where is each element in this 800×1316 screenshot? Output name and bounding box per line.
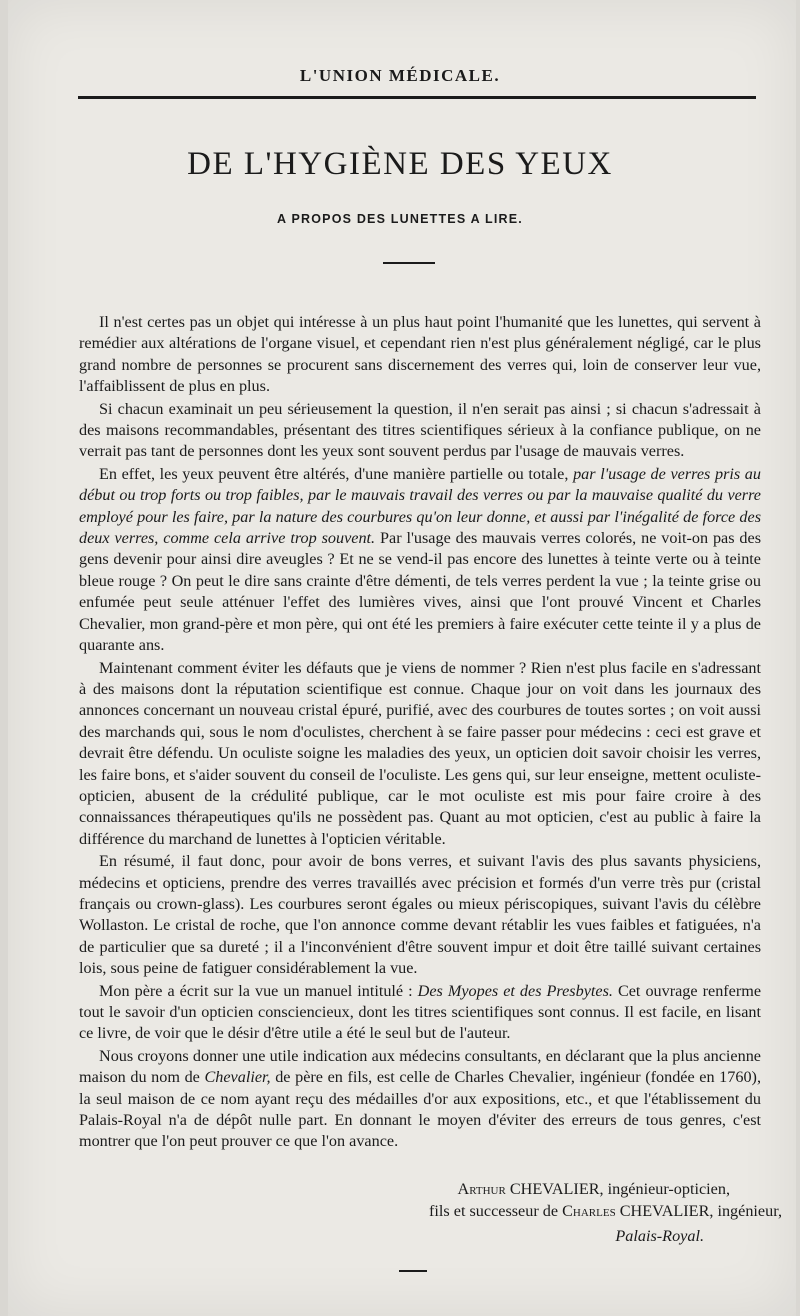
successor-prefix: fils et successeur de (429, 1202, 559, 1220)
paragraph-text: Maintenant comment éviter les défauts que je viens de nommer ? Rien n'est plus facile en s'adressant à des maisons dont la réputation scientifique est connue. Chaque jour on voit dans les journaux des annonces concernant un nouveau cristal épuré, purifié, avec des courbures de toutes sortes ; on voit aussi des marchands qui, sous le nom d'oculistes, cherchent à se faire passer pour médecins : ceci est grave et devrait être défendu. Un oculiste soigne les maladies des yeux, un opticien doit savoir choisir les verres, les faire bons, et s'aider souvent du conseil de l'oculiste. Les gens qui, sur leur enseigne, mettent oculiste-opticien, abusent de la crédulité publique, car le mot oculiste est mis pour faire croire à des connaissances thérapeutiques qu'ils ne possèdent pas. Quant au mot opticien, c'est au public à faire la différence du marchand de lunettes à l'opticien véritable. (79, 658, 761, 848)
paragraph (79, 981, 761, 1045)
author-name: Arthur CHEVALIER, (457, 1180, 604, 1198)
emphasis-text: Chevalier, (204, 1068, 271, 1087)
paragraph-text: Si chacun examinait un peu sérieusement la question, il n'en serait pas ainsi ; si chacun s'adressait à des maisons recommandables, présentant des titres scientifiques sérieux à la confiance publique, on ne verrait pas tant de personnes dont les yeux sont souvent perdus par l'usage de mauvais verres. (79, 399, 761, 461)
article-title: DE L'HYGIÈNE DES YEUX (187, 146, 613, 182)
paragraph (79, 1046, 761, 1153)
signature-line-3 (615, 1227, 704, 1246)
father-name: Charles CHEVALIER, (562, 1202, 714, 1220)
signature-line-2 (429, 1202, 782, 1221)
signature-line-1 (458, 1180, 730, 1199)
paragraph-text: Mon père a écrit sur la vue un manuel intitulé : (99, 981, 413, 1000)
paragraph-text: Nous croyons donner une utile indication aux médecins consultants, en déclarant que la plus ancienne maison du nom de (79, 1046, 761, 1087)
header-rule (78, 96, 756, 99)
address: Palais-Royal. (615, 1227, 704, 1245)
emphasis-text: par l'usage de verres pris au début ou trop forts ou trop faibles, par le mauvais travail des verres ou par la mauvaise qualité du verre employé pour les faire, par la nature des courbures qu'on leur donne, et aussi par l'inégalité de force des deux verres, comme cela arrive trop souvent. (79, 464, 761, 548)
paragraph-text: En résumé, il faut donc, pour avoir de bons verres, et suivant l'avis des plus savants physiciens, médecins et opticiens, prendre des verres travaillés avec précision et formés d'un verre très pur (cristal français ou crown-glass). Les courbures seront égales ou mieux périscopiques, suivant l'avis du célèbre Wollaston. Le cristal de roche, que l'on annonce comme devant rétablir les vues faibles et fatiguées, n'a de particulier que sa dureté ; il a l'inconvénient d'être souvent impur et doit être taillé suivant certaines lois, sous peine de fatiguer considérablement la vue. (79, 852, 761, 978)
paragraph (79, 464, 761, 657)
paragraph-text: de père en fils, est celle de Charles Chevalier, ingénieur (fondée en 1760), la seul maison de ce nom ayant reçu des médailles d'or aux expositions, etc., et que l'établissement du Palais-Royal n'a de dépôt nulle part. En donnant le moyen d'éviter des erreurs de tous genres, c'est montrer que l'on peut prouver ce que l'on avance. (79, 1068, 761, 1151)
father-role: ingénieur, (717, 1202, 782, 1220)
article-subtitle: A PROPOS DES LUNETTES A LIRE. (277, 212, 523, 226)
end-rule (399, 1270, 427, 1272)
paragraph-text: Cet ouvrage renferme tout le savoir d'un opticien consciencieux, dont les titres scientifiques sont connus. Il est facile, en lisant ce livre, de voir que le désir d'être utile a été le seul but de l'auteur. (79, 981, 762, 1043)
author-role: ingénieur-opticien, (607, 1180, 730, 1198)
paragraph-text: Il n'est certes pas un objet qui intéresse à un plus haut point l'humanité que les lunettes, qui servent à remédier aux altérations de l'organe visuel, et cependant rien n'est plus généralement négligé, car le plus grand nombre de personnes se procurent sans discernement des verres qui, loin de conserver leur vue, l'affaiblissent de plus en plus. (79, 313, 761, 396)
running-title: L'UNION MÉDICALE. (299, 66, 501, 85)
paragraph (79, 399, 761, 463)
paragraph-text: En effet, les yeux peuvent être altérés, d'une manière partielle ou totale, (99, 464, 569, 483)
paragraph (79, 851, 761, 979)
paragraph (79, 312, 761, 398)
paragraph-text: Par l'usage des mauvais verres colorés, ne voit-on pas des gens devenir pour ainsi dire aveugles ? Et ne se vend-il pas encore des lunettes à teinte verte ou à teinte bleue rouge ? On peut le dire sans crainte d'être démenti, de tels verres perdent la vue ; la teinte grise ou enfumée peut seule atténuer l'effet des lumières vives, ainsi que l'ont prouvé Vincent et Charles Chevalier, mon grand-père et mon père, qui ont été les premiers à faire exécuter cette teinte il y a plus de quarante ans. (79, 529, 762, 655)
title-divider (383, 262, 435, 264)
book-title: Des Myopes et des Presbytes. (417, 981, 613, 1000)
article-body (79, 312, 761, 1154)
paragraph (79, 658, 761, 851)
